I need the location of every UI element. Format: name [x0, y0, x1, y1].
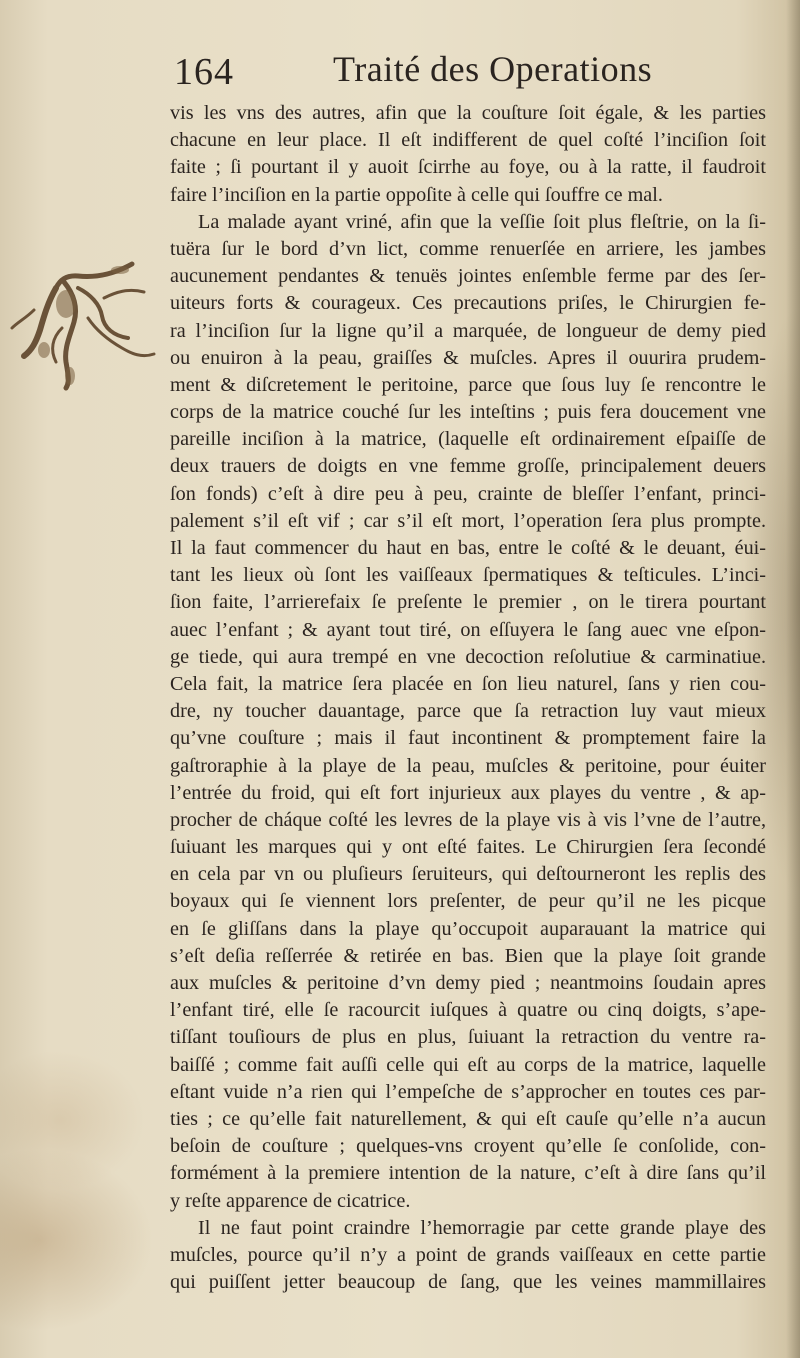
text-line: y reſte apparence de cicatrice.: [170, 1189, 411, 1212]
page-edge-shadow: [786, 0, 800, 1358]
text-line: ge tiede, qui aura trempé en vne decoction reſolutiue & carminatiue.: [170, 645, 766, 668]
body-text: [170, 100, 766, 1296]
text-line: en cela par vn ou pluſieurs ſeruiteurs, qui deſtourneront les replis des: [170, 863, 766, 886]
text-line: gaſtroraphie à la playe de la peau, muſcles & peritoine, pour éuiter: [170, 754, 766, 777]
paragraph-start-line: La malade ayant vriné, afin que la veſſie ſoit plus fleſtrie, on la ſi-: [198, 210, 766, 233]
text-line: ſuiuant les marques qui y ont eſté faites. Le Chirurgien ſera ſecondé: [170, 836, 766, 859]
text-line: beſoin de couſture ; quelques-vns croyent qu’elle ſe conſolide, con-: [170, 1135, 766, 1158]
text-line: Cela fait, la matrice ſera placée en ſon lieu naturel, ſans y rien cou-: [170, 672, 766, 695]
text-line: palement s’il eſt vif ; car s’il eſt mort, l’operation ſera plus prompte.: [170, 509, 766, 532]
text-line: l’entrée du froid, qui eſt fort injurieux aux playes du ventre , & ap-: [170, 781, 766, 804]
text-line: tuëra ſur le bord d’vn lict, comme renuerſée en arriere, les jambes: [170, 237, 766, 260]
ink-flourish-icon: [4, 258, 164, 393]
text-line: qu’vne couſture ; mais il faut incontinent & promptement faire la: [170, 727, 766, 750]
text-line: corps de la matrice couché ſur les inteſtins ; puis fera doucement vne: [170, 401, 766, 424]
text-line: boyaux qui ſe viennent lors preſenter, de peur qu’il ne les picque: [170, 890, 766, 913]
text-line: chacune en leur place. Il eſt indifferent de quel coſté l’inciſion ſoit: [170, 129, 766, 152]
text-line: auec l’enfant ; & ayant tout tiré, on eſſuyera le ſang auec vne eſpon-: [170, 618, 766, 641]
text-line: dre, ny toucher dauantage, parce que ſa retraction luy vaut mieux: [170, 700, 766, 723]
text-line: deux trauers de doigts en vne femme groſſe, principalement deuers: [170, 455, 766, 478]
text-line: l’enfant tiré, elle ſe racourcit iuſques à quatre ou cinq doigts, s’ape-: [170, 999, 766, 1022]
text-line: aucunement pendantes & tenuës jointes enſemble ferme par des ſer-: [170, 265, 766, 288]
text-line: s’eſt deſia reſſerrée & retirée en bas. Bien que la playe ſoit grande: [170, 944, 766, 967]
text-line: ment & diſcretement le peritoine, parce que ſous luy ſe rencontre le: [170, 373, 766, 396]
text-line: eſtant vuide n’a rien qui l’empeſche de s’approcher en toutes ces par-: [170, 1080, 766, 1103]
text-line: en ſe gliſſans dans la playe qu’occupoit auparauant la matrice qui: [170, 917, 766, 940]
text-line: Il la faut commencer du haut en bas, entre le coſté & le deuant, éui-: [170, 537, 766, 559]
text-line: uiteurs forts & courageux. Ces precautions priſes, le Chirurgien fe-: [170, 292, 766, 315]
text-line: muſcles, pource qu’il n’y a point de grands vaiſſeaux en cette partie: [170, 1243, 766, 1266]
page-number: 164: [174, 51, 234, 93]
text-line: faire l’inciſion en la partie oppoſite à celle qui ſouffre ce mal.: [170, 183, 663, 206]
text-line: ſon fonds) c’eſt à dire peu à peu, crainte de bleſſer l’enfant, princi-: [170, 482, 766, 505]
text-line: tant les lieux où ſont les vaiſſeaux ſpermatiques & teſticules. L’inci-: [170, 564, 766, 587]
text-line: ſion faite, l’arrierefaix ſe preſente le premier , on le tirera pourtant: [170, 591, 766, 614]
running-title: Traité des Operations: [333, 49, 653, 89]
text-line: qui puiſſent jetter beaucoup de ſang, que les veines mammillaires: [170, 1271, 766, 1294]
text-line: formément à la premiere intention de la nature, c’eſt à dire ſans qu’il: [170, 1162, 766, 1185]
paragraph-start-line: Il ne faut point craindre l’hemorragie par cette grande playe des: [198, 1216, 766, 1239]
text-line: ou enuiron à la peau, graiſſes & muſcles. Apres il ouurira prudem-: [170, 346, 766, 369]
text-line: tiſſant touſiours de plus en plus, ſuiuant la retraction du ventre ra-: [170, 1026, 766, 1049]
text-line: pareille inciſion à la matrice, (laquelle eſt ordinairement eſpaiſſe de: [170, 428, 766, 451]
text-line: baiſſé ; comme fait auſſi celle qui eſt au corps de la matrice, laquelle: [170, 1053, 766, 1076]
text-line: procher de cháque coſté les levres de la playe vis à vis l’vne de l’autre,: [170, 808, 766, 831]
text-line: faite ; ſi pourtant il y auoit ſcirrhe au foye, ou à la ratte, il faudroit: [170, 156, 766, 179]
text-line: ra l’inciſion ſur la ligne qu’il a marquée, de longueur de demy pied: [170, 319, 766, 342]
text-line: vis les vns des autres, afin que la couſture ſoit égale, & les parties: [170, 102, 766, 124]
text-line: ties ; ce qu’elle fait naturellement, & qui eſt cauſe qu’elle n’a aucun: [170, 1107, 766, 1130]
text-line: aux muſcles & peritoine d’vn demy pied ; neantmoins ſoudain apres: [170, 972, 766, 994]
